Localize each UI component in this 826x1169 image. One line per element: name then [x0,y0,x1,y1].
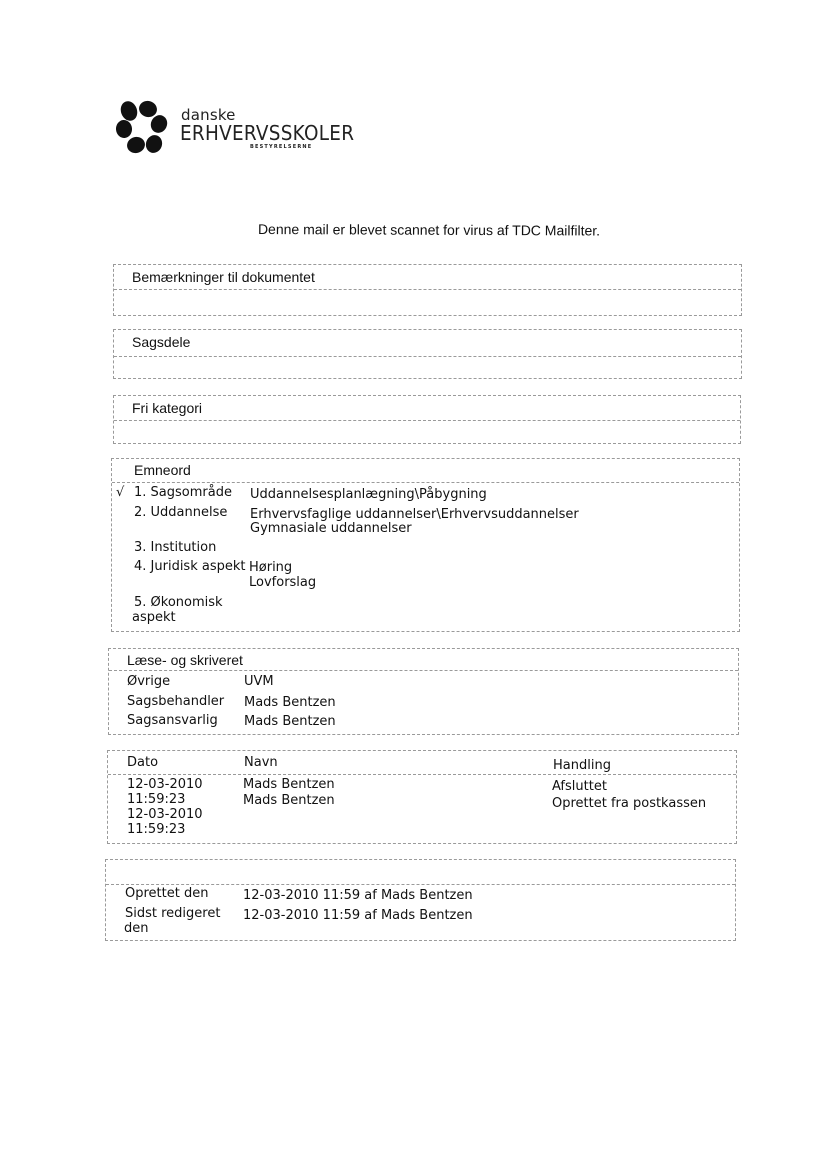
meta-header [106,860,735,885]
history-header [108,751,736,775]
remarks-section [113,264,742,316]
remarks-header [114,265,741,290]
keyword-label: 2. Uddannelse [134,505,228,520]
meta-label: den [124,921,149,936]
free-category-section [113,395,741,444]
logo-text-danske: danske [181,106,236,124]
history-date: 12-03-2010 [127,777,203,792]
case-parts-title: Sagsdele [132,334,191,350]
keyword-value: Lovforslag [249,575,317,590]
access-label: Sagsansvarlig [127,713,218,728]
history-name: Mads Bentzen [243,777,335,792]
keywords-title: Emneord [134,462,191,478]
access-title: Læse- og skriveret [127,652,243,668]
logo-text-erhvervsskoler: ERHVERVSSKOLER [180,121,355,145]
history-time: 11:59:23 [127,792,186,807]
meta-label: Oprettet den [125,886,209,901]
keyword-value: Uddannelsesplanlægning\Påbygning [250,487,487,502]
history-action: Afsluttet [552,779,607,794]
access-label: Øvrige [127,674,171,689]
keyword-label: 5. Økonomisk [134,595,223,610]
remarks-title: Bemærkninger til dokumentet [132,269,315,285]
meta-label: Sidst redigeret [125,906,221,921]
history-header-name: Navn [244,755,278,770]
keywords-header [112,459,739,483]
history-name: Mads Bentzen [243,793,335,808]
case-parts-header [114,330,741,357]
virus-scan-notice: Denne mail er blevet scannet for virus af TDC Mailfilter. [257,221,601,239]
keyword-label: 4. Juridisk aspekt [134,559,246,574]
keyword-label: 1. Sagsområde [134,485,232,500]
check-mark-icon: √ [116,485,125,500]
keyword-value: Gymnasiale uddannelser [250,521,412,536]
keyword-label: aspekt [132,610,176,625]
flower-logo-icon [114,100,168,154]
access-value: UVM [244,674,274,689]
history-date: 12-03-2010 [127,807,203,822]
history-time: 11:59:23 [127,822,186,837]
free-category-title: Fri kategori [132,400,203,416]
history-header-date: Dato [127,755,159,770]
history-header-action: Handling [553,758,611,773]
meta-value: 12-03-2010 11:59 af Mads Bentzen [243,908,473,923]
case-parts-section [113,329,742,379]
access-label: Sagsbehandler [127,694,225,709]
meta-value: 12-03-2010 11:59 af Mads Bentzen [243,888,473,903]
logo-text-bestyrelserne: BESTYRELSERNE [250,144,313,150]
keyword-value: Erhvervsfaglige uddannelser\Erhvervsuddannelser [250,507,579,522]
access-header [109,649,738,671]
keyword-value: Høring [249,560,293,575]
free-category-header [114,396,740,421]
access-value: Mads Bentzen [244,714,336,729]
keyword-label: 3. Institution [134,540,217,555]
history-action: Oprettet fra postkassen [552,796,707,811]
access-value: Mads Bentzen [244,695,336,710]
